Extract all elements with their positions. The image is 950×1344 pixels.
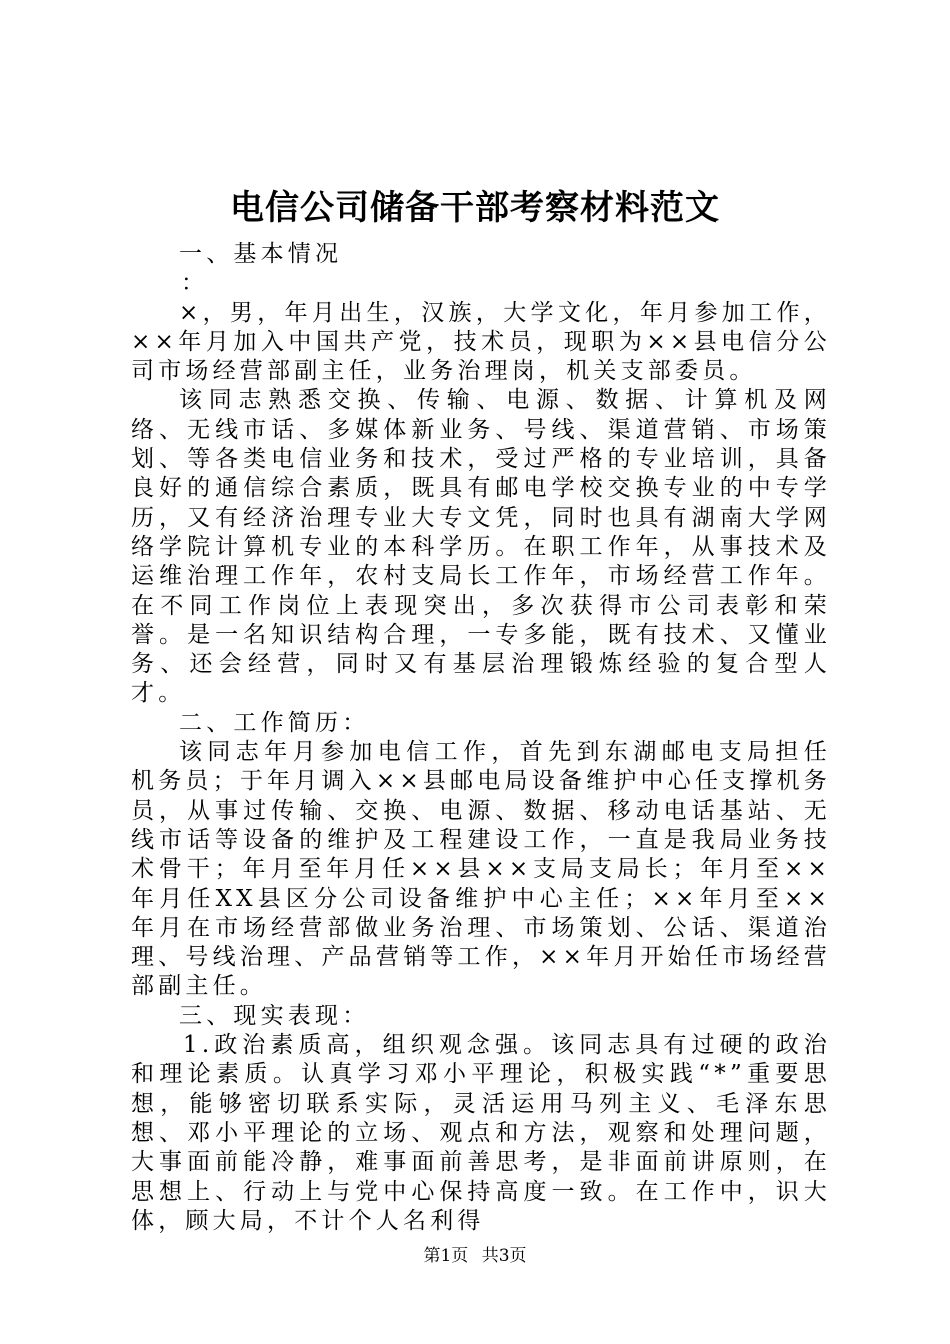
document-body [131, 240, 831, 1236]
document-title: 电信公司储备干部考察材料范文 [230, 188, 720, 228]
section-heading-performance: 三、现实表现： [179, 1002, 370, 1029]
section-heading-work-history: 二、工作简历： [179, 709, 370, 736]
page-number-total: 共3页 [481, 1246, 527, 1266]
page-footer [0, 1244, 950, 1268]
paragraph-performance: 1.政治素质高，组织观念强。该同志具有过硬的政治和理论素质。认真学习邓小平理论，积极实践“*”重要思想，能够密切联系实际，灵活运用马列主义、毛泽东思想、邓小平理论的立场、观点和方法，观察和处理问题，大事面前能冷静，难事面前善思考，是非面前讲原则，在思想上、行动上与党中心保持高度一致。在工作中，识大体，顾大局，不计个人名利得 [131, 1032, 831, 1234]
paragraph-work-history: 该同志年月参加电信工作，首先到东湖邮电支局担任机务员；于年月调入××县邮电局设备维护中心任支撑机务员，从事过传输、交换、电源、数据、移动电话基站、无线市话等设备的维护及工程建设工作，一直是我局业务技术骨干；年月至年月任××县××支局支局长；年月至××年月任XX县区分公司设备维护中心主任；××年月至××年月在市场经营部做业务治理、市场策划、公话、渠道治理、号线治理、产品营销等工作，××年月开始任市场经营部副主任。 [131, 739, 831, 1000]
paragraph-skills: 该同志熟悉交换、传输、电源、数据、计算机及网络、无线市话、多媒体新业务、号线、渠道营销、市场策划、等各类电信业务和技术，受过严格的专业培训，具备良好的通信综合素质，既具有邮电学校交换专业的中专学历，又有经济治理专业大专文凭，同时也具有湖南大学网络学院计算机专业的本科学历。在职工作年，从事技术及运维治理工作年，农村支局长工作年，市场经营工作年。在不同工作岗位上表现突出，多次获得市公司表彰和荣誉。是一名知识结构合理，一专多能，既有技术、又懂业务、还会经营，同时又有基层治理锻炼经验的复合型人才。 [131, 387, 831, 707]
section-heading-basic-info: 一、基本情况 [179, 241, 343, 267]
page-number-current: 第1页 [423, 1246, 469, 1266]
colon-mark: ： [181, 270, 209, 297]
paragraph-personal-info: ×，男，年月出生，汉族，大学文化，年月参加工作，××年月加入中国共产党，技术员，现职为××县电信分公司市场经营部副主任，业务治理岗，机关支部委员。 [131, 299, 831, 385]
